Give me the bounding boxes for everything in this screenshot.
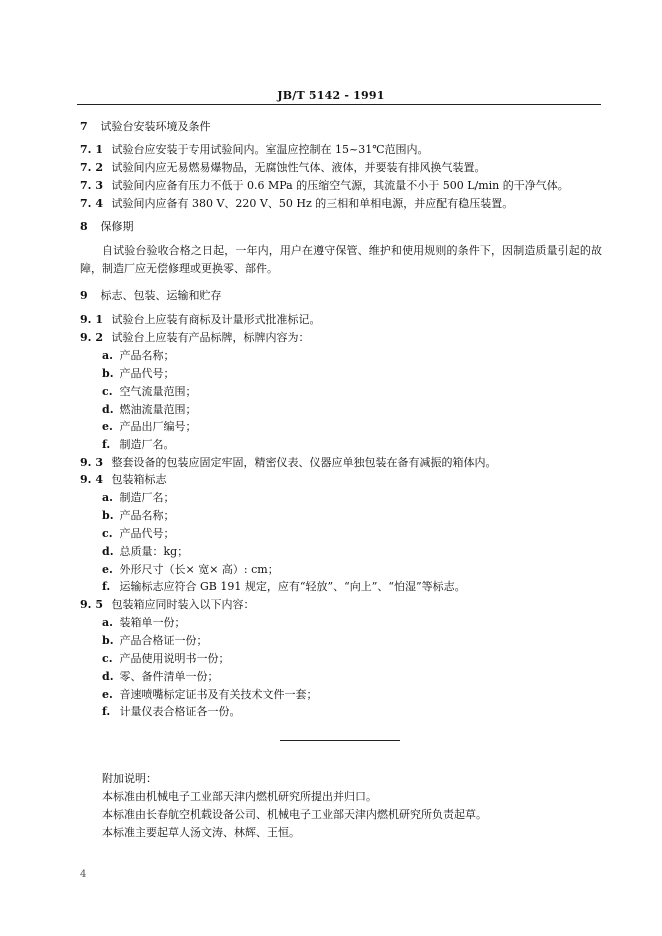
list-item-text: 装箱单一份； [119, 616, 186, 629]
clause-9-5 [80, 598, 255, 612]
section-8-paragraph: 自试验台验收合格之日起，一年内，用户在遵守保管、维护和使用规则的条件下，因制造质量引起的故障，制造厂应无偿修理或更换零、部件。 [80, 244, 602, 275]
clause-7-2 [80, 161, 486, 175]
list-item-label: c. [102, 652, 113, 665]
list-item [102, 670, 219, 684]
clause-number: 7. 3 [80, 179, 103, 192]
list-item-label: a. [102, 491, 113, 504]
clause-text: 试验间内应无易燃易爆物品，无腐蚀性气体、液体，并要装有排风换气装置。 [111, 161, 486, 174]
list-item-text: 产品代号； [119, 527, 175, 540]
clause-number: 9. 3 [80, 456, 103, 469]
clause-9-2 [80, 331, 310, 345]
list-item-label: f. [102, 705, 111, 718]
list-item [102, 545, 188, 559]
clause-7-3 [80, 179, 569, 193]
list-item-text: 产品合格证一份； [119, 634, 208, 647]
list-item-text: 制造厂名。 [119, 438, 175, 451]
list-item-text: 零、备件清单一份； [119, 670, 219, 683]
list-item [102, 688, 318, 702]
list-item-label: f. [102, 580, 111, 593]
section-7-title: 试验台安装环境及条件 [100, 120, 211, 133]
list-item [102, 349, 175, 363]
list-item-label: b. [102, 367, 114, 380]
list-item-text: 运输标志应符合 GB 191 规定，应有“轻放”、“向上”、“怕湿”等标志。 [119, 580, 466, 593]
list-item-text: 制造厂名； [119, 491, 175, 504]
clause-text: 试验台应安装于专用试验间内。室温应控制在 15~31℃范围内。 [111, 143, 429, 156]
list-item-text: 产品出厂编号； [119, 420, 197, 433]
list-item-text: 外形尺寸（长× 宽× 高）: cm； [119, 563, 279, 576]
list-item [102, 634, 208, 648]
list-item-label: d. [102, 545, 114, 558]
list-item-label: d. [102, 670, 114, 683]
clause-number: 9. 2 [80, 331, 103, 344]
list-item [102, 616, 186, 630]
list-item [102, 563, 279, 577]
section-7-number: 7 [80, 120, 88, 133]
clause-text: 试验台上应装有产品标牌，标牌内容为： [111, 331, 310, 344]
clause-number: 7. 2 [80, 161, 103, 174]
clause-number: 9. 4 [80, 473, 103, 486]
list-item [102, 385, 197, 399]
list-item [102, 580, 466, 594]
section-9-heading [80, 289, 222, 303]
list-item-label: b. [102, 509, 114, 522]
clause-7-1 [80, 143, 429, 157]
list-item-label: a. [102, 349, 113, 362]
list-item-text: 音速喷嘴标定证书及有关技术文件一套； [119, 688, 318, 701]
notes-title: 附加说明： [102, 772, 157, 785]
list-item [102, 509, 175, 523]
clause-text: 包装箱应同时装入以下内容： [111, 598, 255, 611]
list-item-text: 空气流量范围； [119, 385, 197, 398]
clause-number: 9. 1 [80, 313, 103, 326]
clause-text: 试验间内应备有 380 V、220 V、50 Hz 的三相和单相电源，并应配有稳压装置。 [111, 197, 514, 210]
list-item [102, 491, 175, 505]
list-item [102, 652, 230, 666]
list-item [102, 420, 197, 434]
clause-number: 7. 1 [80, 143, 103, 156]
list-item-label: a. [102, 616, 113, 629]
clause-text: 试验间内应备有压力不低于 0.6 MPa 的压缩空气源，其流量不小于 500 L/min 的干净气体。 [111, 179, 569, 192]
header-rule [77, 104, 601, 105]
page-number: 4 [80, 869, 87, 880]
section-7-heading [80, 120, 211, 134]
clause-9-4 [80, 473, 167, 487]
list-item-label: e. [102, 563, 113, 576]
clause-9-1 [80, 313, 321, 327]
list-item-text: 产品代号； [119, 367, 175, 380]
list-item-label: c. [102, 385, 113, 398]
list-item-label: f. [102, 438, 111, 451]
notes-line: 本标准主要起草人汤文涛、林辉、王恒。 [102, 826, 300, 839]
list-item-text: 产品使用说明书一份； [119, 652, 230, 665]
doc-header-code: JB/T 5142 - 1991 [277, 89, 385, 102]
list-item [102, 403, 197, 417]
clause-number: 7. 4 [80, 197, 103, 210]
list-item [102, 367, 175, 381]
list-item-label: e. [102, 688, 113, 701]
list-item-label: b. [102, 634, 114, 647]
clause-text: 包装箱标志 [111, 473, 167, 486]
list-item-text: 总质量：kg； [119, 545, 189, 558]
list-item-text: 计量仪表合格证各一份。 [119, 705, 241, 718]
clause-9-3 [80, 456, 497, 470]
list-item-text: 产品名称； [119, 349, 175, 362]
list-item [102, 527, 175, 541]
section-9-title: 标志、包装、运输和贮存 [100, 289, 222, 302]
section-8-title: 保修期 [100, 220, 134, 233]
list-item-label: c. [102, 527, 113, 540]
list-item-label: d. [102, 403, 114, 416]
section-9-number: 9 [80, 289, 88, 302]
list-item [102, 705, 241, 719]
notes-line: 本标准由机械电子工业部天津内燃机研究所提出并归口。 [102, 790, 377, 803]
list-item-text: 产品名称； [119, 509, 175, 522]
clause-7-4 [80, 197, 513, 211]
list-item [102, 438, 175, 452]
section-8-number: 8 [80, 220, 88, 233]
notes-line: 本标准由长春航空机载设备公司、机械电子工业部天津内燃机研究所负责起草。 [102, 808, 487, 821]
section-8-heading [80, 220, 134, 234]
end-rule [280, 740, 400, 741]
list-item-text: 燃油流量范围； [119, 403, 197, 416]
clause-text: 整套设备的包装应固定牢固，精密仪表、仪器应单独包装在备有减振的箱体内。 [111, 456, 497, 469]
list-item-label: e. [102, 420, 113, 433]
clause-number: 9. 5 [80, 598, 103, 611]
clause-text: 试验台上应装有商标及计量形式批准标记。 [111, 313, 321, 326]
